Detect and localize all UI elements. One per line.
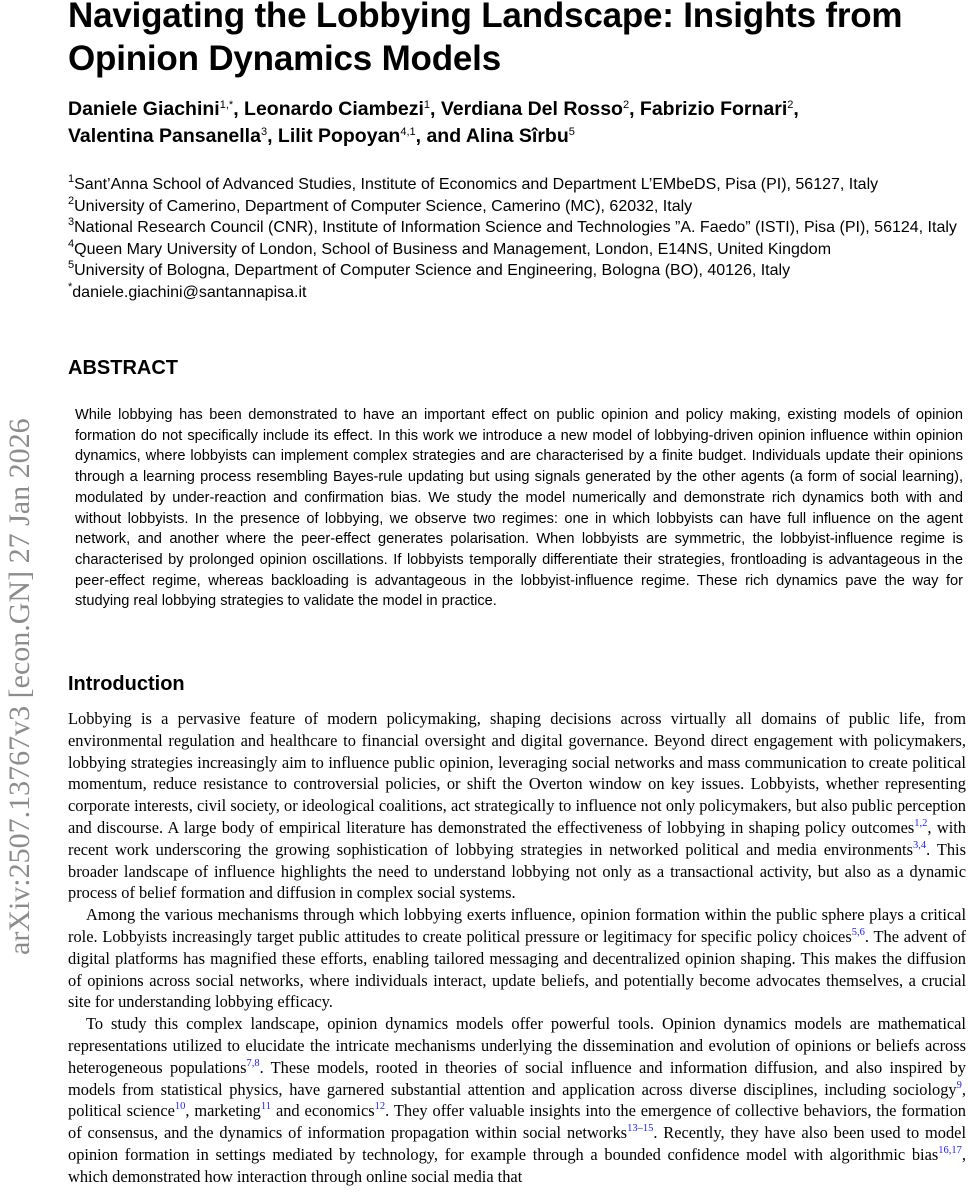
- affiliation-marker: 1: [68, 173, 75, 185]
- paragraph-text: . This broader landscape of influence highlights the need to understand lobbying not only as a transactional activity, but also as a dynamic process of belief formation and diffusion in complex social systems.: [68, 839, 966, 903]
- citation-link[interactable]: 13–15: [627, 1123, 654, 1135]
- affiliation-item: [68, 174, 968, 196]
- affiliation-list: [68, 174, 968, 304]
- affiliation-item: [68, 239, 968, 261]
- citation-link[interactable]: 7,8: [246, 1057, 260, 1069]
- author-name: Verdiana Del Rosso: [440, 98, 623, 120]
- paragraph-text: . They offer valuable insights into the emergence of collective behaviors, the formation of consensus, and the dynamics of information propagation within social networks: [68, 1101, 966, 1143]
- paragraph: [68, 708, 966, 904]
- citation-link[interactable]: 12: [374, 1101, 386, 1113]
- author-name: Leonardo Ciambezi: [244, 98, 424, 120]
- citation-link[interactable]: 16,17: [938, 1144, 962, 1156]
- author-affiliation-marker: 2: [622, 99, 630, 111]
- affiliation-item: [68, 196, 968, 218]
- affiliation-text: University of Bologna, Department of Computer Science and Engineering, Bologna (BO), 40126, Italy: [74, 262, 791, 280]
- author-affiliation-marker: 5: [568, 126, 575, 138]
- affiliation-marker: 5: [68, 259, 75, 272]
- affiliation-text: Queen Mary University of London, School of Business and Management, London, E14NS, United Kingdom: [74, 240, 832, 258]
- paragraph-text: , marketing: [185, 1101, 261, 1121]
- paper-title: Navigating the Lobbying Landscape: Insights from Opinion Dynamics Models: [68, 0, 903, 78]
- paragraph: [68, 904, 966, 1013]
- author-affiliation-marker: 4,1: [400, 126, 416, 138]
- arxiv-identifier-stamp: arXiv:2507.13767v3 [econ.GN] 27 Jan 2026: [3, 418, 36, 955]
- citation-link[interactable]: 5,6: [851, 926, 865, 938]
- paragraph-text: , political science: [68, 1079, 966, 1121]
- affiliation-marker: *: [68, 280, 73, 293]
- abstract-heading: ABSTRACT: [68, 357, 178, 379]
- author-affiliation-marker: 2: [787, 99, 794, 111]
- citation-link[interactable]: 10: [174, 1101, 186, 1113]
- citation-link[interactable]: 9: [956, 1079, 962, 1091]
- introduction-heading: Introduction: [68, 673, 185, 695]
- affiliation-marker: 4: [68, 237, 75, 250]
- citation-link[interactable]: 1,2: [914, 817, 928, 829]
- author-affiliation-marker: 3: [260, 126, 268, 138]
- affiliation-text: University of Camerino, Department of Computer Science, Camerino (MC), 62032, Italy: [74, 197, 693, 215]
- paragraph-text: , which demonstrated how interaction through online social media that: [68, 1144, 966, 1186]
- paragraph-text: Lobbying is a pervasive feature of modern policymaking, shaping decisions across virtually all domains of public life, from environmental regulation and healthcare to financial oversight and digital governance. Beyond direct engagement with policymakers, lobbying strategies increasingly aim to influence public opinion, leveraging social networks and mass communication to create political momentum, reduce resistance to controversial policies, or shift the Overton window on key issues. Lobbyists, whether representing corporate interests, civil society, or ideological coalitions, act strategically to influence not only policymakers, but also public perception and discourse. A large body of empirical literature has demonstrated the effectiveness of lobbying in shaping policy outcomes: [68, 709, 966, 837]
- corresponding-email: [68, 282, 968, 304]
- citation-link[interactable]: 11: [260, 1101, 271, 1113]
- affiliation-text: daniele.giachini@santannapisa.it: [72, 283, 307, 301]
- paragraph-text: To study this complex landscape, opinion dynamics models offer powerful tools. Opinion dynamics models are mathematical representations utilized to elucidate the intricate mechanisms underlying the dissemination and evolution of opinions or beliefs across heterogeneous populations: [68, 1014, 966, 1077]
- author-name: Lilit Popoyan: [277, 125, 401, 147]
- affiliation-text: National Research Council (CNR), Institute of Information Science and Technologies ”A. Faedo” (ISTI), Pisa (PI), 56124, Italy: [74, 219, 957, 237]
- affiliation-item: [68, 260, 968, 282]
- paragraph-text: , with recent work underscoring the growing sophistication of lobbying strategies in networked political and media environments: [68, 817, 966, 859]
- author-affiliation-marker: 1: [423, 99, 431, 111]
- paragraph-text: Among the various mechanisms through which lobbying exerts influence, opinion formation within the public sphere plays a critical role. Lobbyists increasingly target public attitudes to create political pressure or legitimacy for specific policy choices: [68, 905, 966, 946]
- affiliation-text: Sant’Anna School of Advanced Studies, Institute of Economics and Department L’EMbeDS, Pisa (PI), 56127, Italy: [74, 176, 879, 193]
- author-name: Alina Sîrbu: [465, 125, 569, 147]
- affiliation-marker: 2: [68, 194, 75, 207]
- affiliation-item: [68, 217, 968, 239]
- author-name: Fabrizio Fornari: [639, 98, 788, 120]
- paragraph-text: . These models, rooted in theories of social influence and information diffusion, and also inspired by models from statistical physics, have garnered substantial attention and application across diverse disciplines, including sociology: [68, 1057, 967, 1099]
- author-list: Daniele Giachini$^{1,*}$, Leonardo Ciambezi$^1$, Verdiana Del Rosso$^2$, Fabrizio Fornari$^2$, Valentina Pansanella$^3$, Lilit Popoyan$^{4,1}$, and Alina Sîrbu$^5$: [68, 98, 799, 147]
- abstract-text: While lobbying has been demonstrated to have an important effect on public opinion and policy making, existing models of opinion formation do not specifically include its effect. In this work we introduce a new model of lobbying-driven opinion influence within opinion dynamics, where lobbyists can implement complex strategies and are characterised by a finite budget. Individuals update their opinions through a learning process resembling Bayes-rule updating but using signals generated by the other agents (a form of social learning), modulated by under-reaction and confirmation bias. We study the model numerically and demonstrate rich dynamics both with and without lobbyists. In the presence of lobbying, we observe two regimes: one in which lobbyists can have full influence on the agent network, and another where the peer-effect generates polarisation. When lobbyists are symmetric, the lobbyist-influence regime is characterised by prolonged opinion oscillations. If lobbyists temporally differentiate their strategies, frontloading is advantageous in the peer-effect regime, whereas backloading is advantageous in the lobbyist-influence regime. These rich dynamics pave the way for studying real lobbying strategies to validate the model in practice.: [75, 407, 963, 610]
- paragraph-text: and economics: [271, 1101, 375, 1121]
- paragraph-text: . Recently, they have also been used to model opinion formation in settings mediated by technology, for example through a bounded confidence model with algorithmic bias: [68, 1123, 966, 1164]
- citation-link[interactable]: 3,4: [912, 839, 927, 851]
- introduction-body: [68, 708, 966, 1188]
- paragraph-text: . The advent of digital platforms has magnified these efforts, enabling tailored messaging and decentralized opinion shaping. This makes the diffusion of opinions across social networks, where individuals interact, update beliefs, and potentially become advocates themselves, a crucial site for understanding lobbying efficacy.: [68, 926, 966, 1012]
- author-name: Valentina Pansanella: [68, 125, 261, 147]
- author-affiliation-marker: 1,*: [219, 99, 234, 111]
- paragraph: [68, 1013, 966, 1187]
- author-name: Daniele Giachini: [68, 98, 220, 120]
- affiliation-marker: 3: [68, 216, 75, 229]
